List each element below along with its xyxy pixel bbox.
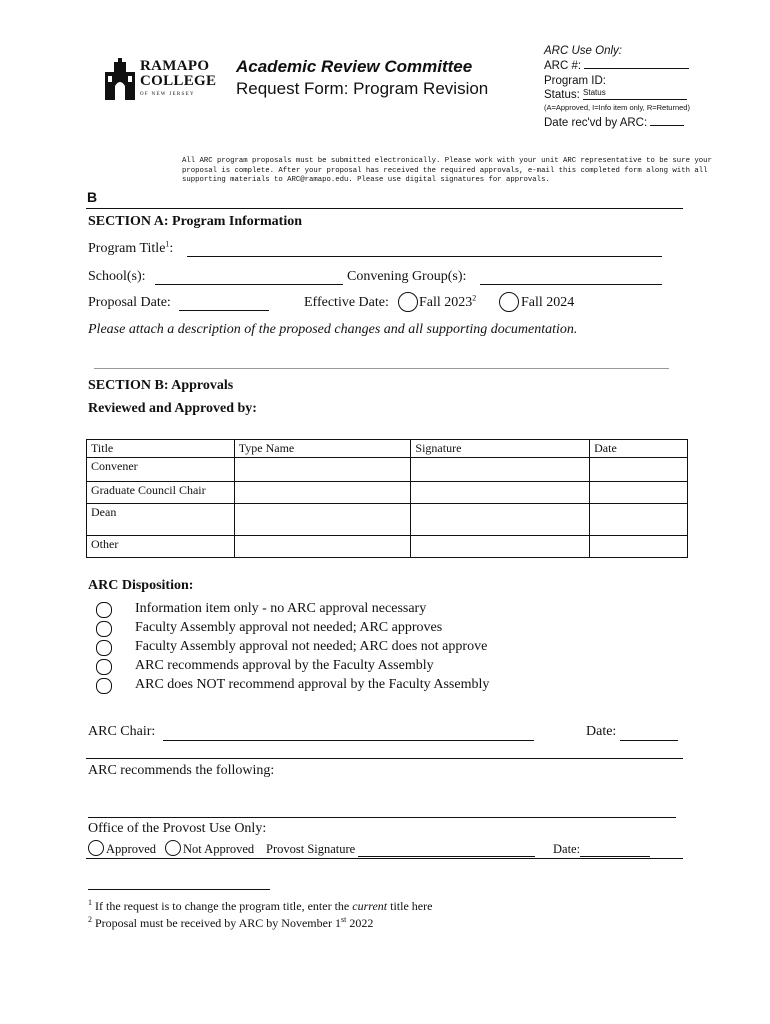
footnote-text: If the request is to change the program title, enter the	[95, 899, 353, 913]
type-name-cell[interactable]	[234, 458, 411, 482]
footnote-ordinal: st	[340, 915, 347, 924]
disposition-label: Faculty Assembly approval not needed; ARC does not approve	[135, 639, 488, 654]
row-title: Dean	[87, 504, 235, 536]
status-field[interactable]: Status	[583, 88, 687, 100]
section-a-title: SECTION A: Program Information	[88, 214, 303, 229]
approved-radio[interactable]	[88, 840, 104, 856]
b-mark: B	[87, 189, 98, 205]
date-cell[interactable]	[590, 536, 688, 558]
signature-cell[interactable]	[411, 536, 590, 558]
tower-icon	[104, 58, 136, 102]
footnote-ref: 1	[165, 239, 170, 249]
table-row	[87, 458, 688, 482]
footnote-text: 2022	[346, 916, 374, 930]
footnote-1	[88, 899, 432, 914]
type-name-cell[interactable]	[234, 482, 411, 504]
provost-date-label: Date:	[553, 842, 581, 856]
checkbox[interactable]	[96, 602, 112, 618]
section-b-title: SECTION B: Approvals	[88, 378, 234, 393]
effective-date-label: Effective Date:	[304, 295, 389, 310]
type-name-cell[interactable]	[234, 504, 411, 536]
fall-2023-radio[interactable]	[398, 292, 418, 312]
arc-chair-date-field[interactable]	[620, 740, 678, 741]
checkbox[interactable]	[96, 678, 112, 694]
convening-label: Convening Group(s):	[347, 269, 467, 284]
approved-label: Approved	[106, 842, 156, 856]
divider	[86, 758, 683, 759]
provost-signature-field[interactable]	[358, 856, 535, 857]
checkbox[interactable]	[96, 621, 112, 637]
schools-label: School(s):	[88, 269, 146, 284]
program-title-row: Program Title$^1$:	[88, 239, 174, 256]
ramapo-logo	[104, 56, 217, 104]
arc-recommends-label: ARC recommends the following:	[88, 763, 275, 778]
footnote-number: 2	[88, 915, 92, 924]
disposition-label: ARC recommends approval by the Faculty Assembly	[135, 658, 434, 673]
date-cell[interactable]	[590, 504, 688, 536]
arc-number-row	[544, 58, 690, 73]
signature-cell[interactable]	[411, 482, 590, 504]
disposition-label: Faculty Assembly approval not needed; ARC approves	[135, 620, 443, 635]
footnote-text: Proposal must be received by ARC by November 1	[95, 916, 341, 930]
proposal-date-label: Proposal Date:	[88, 295, 171, 310]
program-title-field[interactable]	[187, 256, 662, 257]
table-header-row	[87, 440, 688, 458]
fall-2023-label: Fall 2023	[419, 295, 473, 310]
provost-title: Office of the Provost Use Only:	[88, 821, 267, 836]
schools-field[interactable]	[155, 284, 343, 285]
disposition-title: ARC Disposition:	[88, 578, 194, 593]
approvals-table	[86, 439, 688, 558]
convening-field[interactable]	[480, 284, 662, 285]
arc-number-label: ARC #:	[544, 60, 582, 72]
signature-cell[interactable]	[411, 458, 590, 482]
footnote-divider	[88, 889, 270, 890]
date-cell[interactable]	[590, 482, 688, 504]
footnote-ref: 2	[472, 293, 477, 303]
not-approved-label: Not Approved	[183, 842, 255, 856]
program-id-label: Program ID:	[544, 75, 606, 87]
divider	[94, 368, 669, 369]
row-title: Other	[87, 536, 235, 558]
fall-2024-label: Fall 2024	[521, 295, 575, 310]
provost-date-field[interactable]	[580, 856, 650, 857]
disposition-label: Information item only - no ARC approval necessary	[135, 601, 427, 616]
status-row	[544, 88, 690, 102]
arc-chair-date-label: Date:	[586, 724, 617, 739]
column-header: Title	[87, 440, 235, 458]
footnote-number: 1	[88, 898, 92, 907]
table-row	[87, 504, 688, 536]
fall-2024-radio[interactable]	[499, 292, 519, 312]
column-header: Signature	[411, 440, 590, 458]
status-legend: (A=Approved, I=Info item only, R=Returned)	[544, 103, 690, 112]
logo-subtext: OF NEW JERSEY	[140, 92, 195, 97]
provost-signature-label: Provost Signature	[266, 842, 356, 856]
table-row	[87, 482, 688, 504]
footnote-2	[88, 916, 373, 931]
checkbox[interactable]	[96, 659, 112, 675]
disposition-label: ARC does NOT recommend approval by the Faculty Assembly	[135, 677, 490, 692]
row-title: Graduate Council Chair	[87, 482, 235, 504]
arc-use-only-box	[544, 44, 690, 130]
column-header: Type Name	[234, 440, 411, 458]
checkbox[interactable]	[96, 640, 112, 656]
column-header: Date	[590, 440, 688, 458]
signature-cell[interactable]	[411, 504, 590, 536]
type-name-cell[interactable]	[234, 536, 411, 558]
attach-note: Please attach a description of the proposed changes and all supporting documentation.	[88, 322, 578, 337]
proposal-date-field[interactable]	[179, 310, 269, 311]
not-approved-radio[interactable]	[165, 840, 181, 856]
arc-chair-field[interactable]	[163, 740, 534, 741]
arc-chair-label: ARC Chair:	[88, 724, 156, 739]
date-received-row	[544, 116, 690, 130]
submission-notice: All ARC program proposals must be submitted electronically. Please work with your unit ARC representative to be sure your proposal is complete. After your proposal has received the required approvals, e-mail this completed form along with all supporting materials to ARC@ramapo.edu. Please use digital signatures for approvals.	[182, 157, 712, 184]
logo-text: RAMAPO	[140, 58, 210, 74]
form-subtitle: Request Form: Program Revision	[236, 79, 489, 98]
program-title-label: Program Title	[88, 241, 166, 256]
section-b-subtitle: Reviewed and Approved by:	[88, 401, 257, 416]
arc-recommends-field[interactable]	[88, 817, 676, 818]
row-title: Convener	[87, 458, 235, 482]
date-cell[interactable]	[590, 458, 688, 482]
form-title: Academic Review Committee	[236, 57, 473, 76]
arc-number-field[interactable]	[584, 58, 689, 69]
status-label: Status:	[544, 89, 580, 101]
table-row	[87, 536, 688, 558]
divider	[86, 858, 683, 859]
fall-2023-option	[419, 295, 476, 311]
date-received-field[interactable]	[650, 116, 684, 126]
footnote-text: title here	[387, 899, 433, 913]
date-received-label: Date rec'vd by ARC:	[544, 117, 648, 129]
divider	[86, 208, 683, 209]
logo-text: COLLEGE	[140, 73, 217, 89]
arc-use-heading: ARC Use Only:	[544, 45, 622, 57]
footnote-emphasis: current	[352, 899, 388, 913]
